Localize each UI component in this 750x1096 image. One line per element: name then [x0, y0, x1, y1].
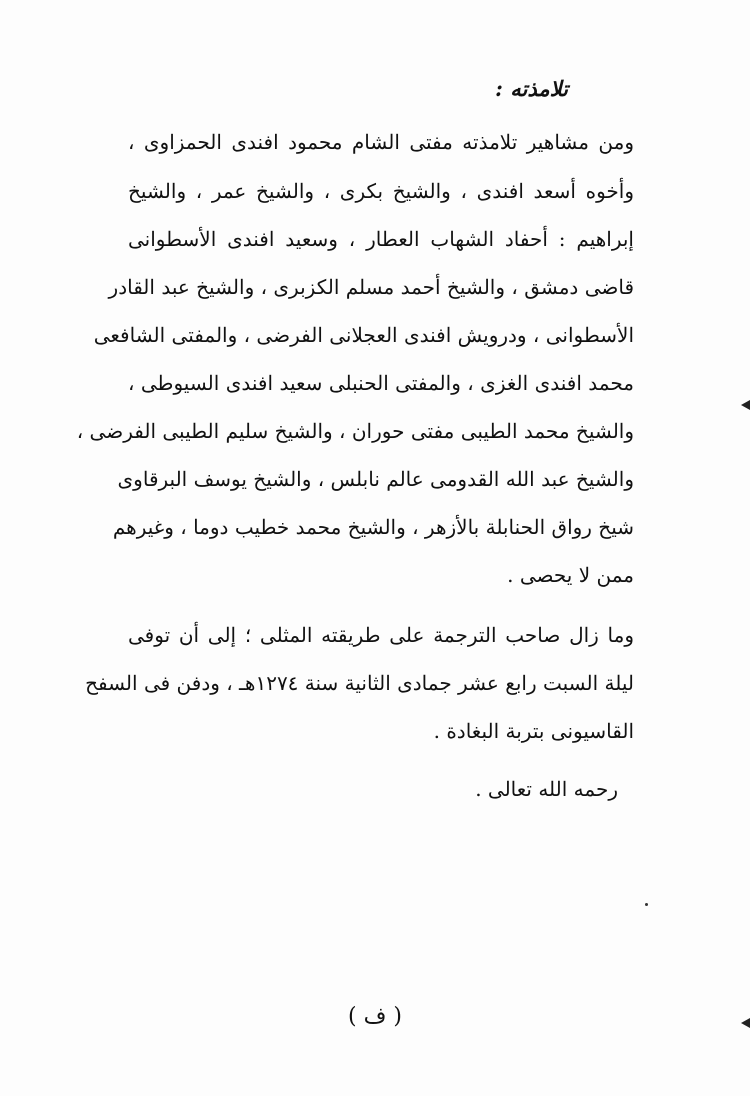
text-line: إبراهيم : أحفاد الشهاب العطار ، وسعيد افندى الأسطوانى	[128, 227, 634, 251]
text-line: القاسيونى بتربة البغادة .	[433, 719, 634, 743]
text-line: وما زال صاحب الترجمة على طريقته المثلى ؛ إلى أن توفى	[128, 623, 634, 647]
text-line: قاضى دمشق ، والشيخ أحمد مسلم الكزبرى ، والشيخ عبد القادر	[108, 275, 634, 299]
text-line: ممن لا يحصى .	[507, 563, 634, 587]
text-line: محمد افندى الغزى ، والمفتى الحنبلى سعيد افندى السيوطى ،	[128, 371, 634, 395]
section-heading: تلامذته :	[495, 76, 568, 101]
text-line: والشيخ محمد الطيبى مفتى حوران ، والشيخ سليم الطيبى الفرضى ،	[76, 419, 634, 443]
text-line: والشيخ عبد الله القدومى عالم نابلس ، والشيخ يوسف البرقاوى	[117, 467, 634, 491]
text-line: ومن مشاهير تلامذته مفتى الشام محمود افندى الحمزاوى ،	[128, 130, 634, 154]
text-line: الأسطوانى ، ودرويش افندى العجلانى الفرضى ، والمفتى الشافعى	[93, 323, 634, 347]
scan-edge-mark	[741, 1018, 750, 1028]
page-number: ( ف )	[348, 1004, 402, 1029]
text-line: ليلة السبت رابع عشر جمادى الثانية سنة ١٢٧٤هـ ، ودفن فى السفح	[85, 671, 634, 695]
closing-prayer: رحمه الله تعالى .	[475, 777, 618, 801]
text-line: شيخ رواق الحنابلة بالأزهر ، والشيخ محمد خطيب دوما ، وغيرهم	[112, 515, 634, 539]
scan-edge-mark	[741, 400, 750, 410]
scan-speck	[645, 903, 648, 906]
text-line: وأخوه أسعد افندى ، والشيخ بكرى ، والشيخ عمر ، والشيخ	[128, 179, 634, 203]
